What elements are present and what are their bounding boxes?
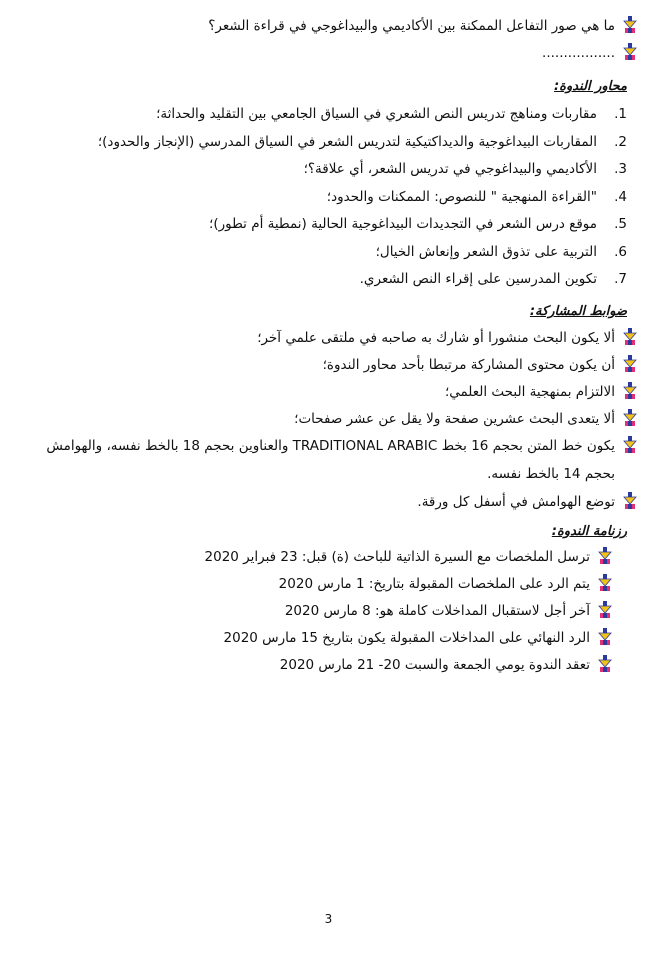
rules-bullet-text: يكون خط المتن بحجم 16 بخط TRADITIONAL ARABIC والعناوين بحجم 18 بالخط نفسه، والهوامش بحجم 14 بالخط نفسه. xyxy=(46,438,615,482)
axes-item-text: موقع درس الشعر في التجديدات البيداغوجية الحالية (نمطية أم تطور)؛ xyxy=(209,216,597,232)
bullet-arrow-icon xyxy=(623,409,637,427)
bullet-arrow-icon xyxy=(623,492,637,510)
bullet-arrow-icon xyxy=(623,328,637,346)
bullet-arrow-icon xyxy=(598,547,612,565)
bullet-arrow-icon xyxy=(598,628,612,646)
rules-bullet-item xyxy=(17,354,637,381)
schedule-heading: رزنامة الندوة: xyxy=(551,524,627,539)
axes-item xyxy=(27,213,627,241)
axes-item xyxy=(27,131,627,159)
axes-item xyxy=(27,186,627,214)
schedule-bullet-text: يتم الرد على الملخصات المقبولة بتاريخ: 1 مارس 2020 xyxy=(278,576,590,592)
schedule-bullet-item xyxy=(52,546,612,573)
bullet-arrow-icon xyxy=(623,43,637,61)
axes-item-text: مقاربات ومناهج تدريس النص الشعري في السياق الجامعي بين التقليد والحداثة؛ xyxy=(156,106,597,122)
intro-bullet-text: ما هي صور التفاعل الممكنة بين الأكاديمي والبيداغوجي في قراءة الشعر؟ xyxy=(208,18,615,34)
axes-item xyxy=(27,103,627,131)
rules-bullet-item xyxy=(17,435,637,491)
axes-item xyxy=(27,241,627,269)
axes-item-text: تكوين المدرسين على إقراء النص الشعري. xyxy=(359,271,597,287)
rules-bullet-text: أن يكون محتوى المشاركة مرتبطا بأحد محاور الندوة؛ xyxy=(322,357,615,373)
rules-bullet-item xyxy=(17,327,637,354)
bullet-arrow-icon xyxy=(598,655,612,673)
axes-item-number: 5. xyxy=(614,216,627,232)
axes-heading: محاور الندوة: xyxy=(553,79,627,94)
intro-bullet-list xyxy=(37,15,637,69)
intro-bullet-item xyxy=(37,15,637,42)
rules-bullet-text: توضع الهوامش في أسفل كل ورقة. xyxy=(417,494,615,510)
axes-item-text: المقاربات البيداغوجية والديداكتيكية لتدريس الشعر في السياق المدرسي (الإنجاز والحدود)؛ xyxy=(97,133,597,150)
schedule-bullet-item xyxy=(52,627,612,654)
rules-bullet-item xyxy=(17,381,637,408)
axes-item-text: "القراءة المنهجية " للنصوص: الممكنات والحدود؛ xyxy=(326,188,597,205)
rules-heading: ضوابط المشاركة: xyxy=(529,304,627,319)
axes-item-number: 2. xyxy=(614,133,627,150)
axes-list xyxy=(27,103,627,296)
axes-item-number: 6. xyxy=(614,243,627,260)
schedule-bullet-text: ترسل الملخصات مع السيرة الذاتية للباحث (ة) قبل: 23 فبراير 2020 xyxy=(204,549,590,565)
schedule-bullet-item xyxy=(52,600,612,627)
schedule-bullet-text: آخر أجل لاستقبال المداخلات كاملة هو: 8 مارس 2020 xyxy=(284,603,590,619)
rules-bullet-list xyxy=(17,327,637,518)
intro-bullet-text: ................. xyxy=(542,45,615,61)
bullet-arrow-icon xyxy=(623,436,637,454)
intro-bullet-item xyxy=(37,42,637,69)
rules-bullet-item xyxy=(17,491,637,518)
schedule-bullet-item xyxy=(52,573,612,600)
axes-item-text: التربية على تذوق الشعر وإنعاش الخيال؛ xyxy=(375,243,597,260)
rules-bullet-text: ألا يكون البحث منشورا أو شارك به صاحبه في ملتقى علمي آخر؛ xyxy=(257,330,615,346)
schedule-bullet-item xyxy=(52,654,612,681)
axes-item-text: الأكاديمي والبيداغوجي في تدريس الشعر، أي علاقة؟؛ xyxy=(303,161,597,177)
bullet-arrow-icon xyxy=(598,574,612,592)
axes-item-number: 1. xyxy=(614,106,627,122)
axes-item xyxy=(27,268,627,296)
page-number: 3 xyxy=(324,912,333,926)
axes-item-number: 3. xyxy=(614,161,627,177)
bullet-arrow-icon xyxy=(623,16,637,34)
axes-item-number: 7. xyxy=(614,271,627,287)
bullet-arrow-icon xyxy=(623,382,637,400)
rules-bullet-text: الالتزام بمنهجية البحث العلمي؛ xyxy=(444,384,615,400)
schedule-bullet-text: تعقد الندوة يومي الجمعة والسبت 20- 21 مارس 2020 xyxy=(279,657,590,673)
bullet-arrow-icon xyxy=(623,355,637,373)
rules-bullet-text: ألا يتعدى البحث عشرين صفحة ولا يقل عن عشر صفحات؛ xyxy=(294,411,615,427)
schedule-bullet-list xyxy=(52,546,612,681)
schedule-bullet-text: الرد النهائي على المداخلات المقبولة يكون بتاريخ 15 مارس 2020 xyxy=(223,630,590,646)
bullet-arrow-icon xyxy=(598,601,612,619)
axes-item xyxy=(27,158,627,186)
axes-item-number: 4. xyxy=(614,188,627,205)
rules-bullet-item xyxy=(17,408,637,435)
